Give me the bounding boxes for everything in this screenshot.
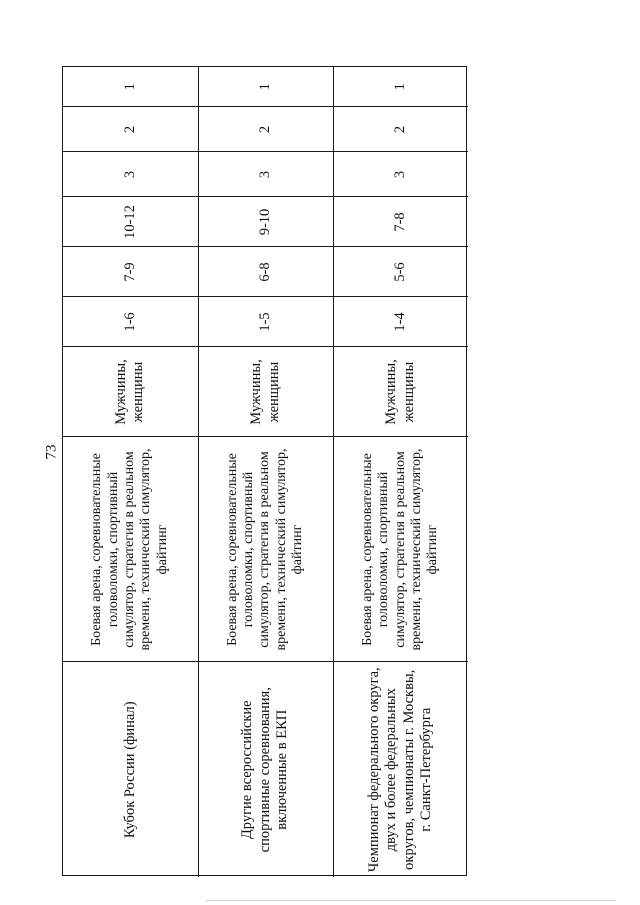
value-cell: 3 [333,152,468,197]
competition-name-cell: Чемпионат федерального округа, двух и более федеральных округов, чемпионаты г. Москвы, г. Санкт-Петербурга [333,662,468,877]
table-row [63,67,198,877]
table-row [333,67,468,877]
value-cell: 2 [333,107,468,152]
rotated-table-container [63,67,468,877]
place-range-cell: 6-8 [198,247,333,297]
place-range-cell: 10-12 [63,197,198,247]
place-range-cell: 1-4 [333,297,468,347]
gender-cell: Мужчины, женщины [198,347,333,437]
competition-name-cell: Кубок России (финал) [63,662,198,877]
scan-edge-line [206,900,616,901]
discipline-cell: Боевая арена, соревновательные головоломки, спортивный симулятор, стратегия в реальном времени, технический симулятор, файтинг [333,437,468,662]
discipline-cell: Боевая арена, соревновательные головоломки, спортивный симулятор, стратегия в реальном времени, технический симулятор, файтинг [198,437,333,662]
discipline-cell: Боевая арена, соревновательные головоломки, спортивный симулятор, стратегия в реальном времени, технический симулятор, файтинг [63,437,198,662]
competition-table [63,67,468,877]
value-cell: 3 [63,152,198,197]
gender-cell: Мужчины, женщины [63,347,198,437]
place-range-cell: 1-6 [63,297,198,347]
place-range-cell: 9-10 [198,197,333,247]
value-cell: 2 [198,107,333,152]
value-cell: 1 [333,67,468,107]
place-range-cell: 5-6 [333,247,468,297]
table-row [198,67,333,877]
value-cell: 1 [198,67,333,107]
value-cell: 2 [63,107,198,152]
value-cell: 3 [198,152,333,197]
place-range-cell: 1-5 [198,297,333,347]
competition-table-frame [62,66,467,876]
page-number: 73 [43,444,60,460]
competition-name-cell: Другие всероссийские спортивные соревнования, включенные в ЕКП [198,662,333,877]
gender-cell: Мужчины, женщины [333,347,468,437]
place-range-cell: 7-9 [63,247,198,297]
place-range-cell: 7-8 [333,197,468,247]
value-cell: 1 [63,67,198,107]
